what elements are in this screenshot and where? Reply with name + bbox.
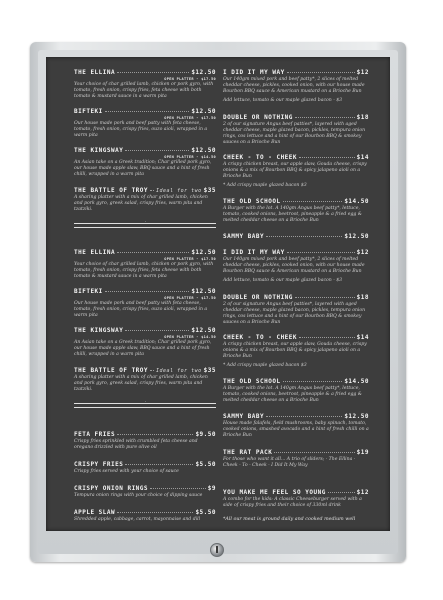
- item-name: FETA FRIES: [74, 431, 116, 438]
- menu-item: [223, 233, 369, 240]
- item-name: THE ELLINA: [74, 249, 116, 256]
- menu-item: [223, 249, 369, 284]
- menu-item: [223, 449, 369, 469]
- item-name: DOUBLE OR NOTHING: [223, 114, 293, 121]
- item-name: DOUBLE OR NOTHING: [223, 294, 293, 301]
- item-name: THE BATTLE OF TROY: [74, 367, 149, 374]
- item-price: $12.50: [344, 413, 369, 420]
- item-price: $12: [356, 69, 369, 76]
- item-description: A crispy chicken breast, our apple slaw, Gouda cheese, crispy onions & a mix of Bourbon BBQ & spicy jalapeno aioli on a Brioche Bun: [223, 162, 367, 179]
- menu-item: [74, 461, 216, 475]
- menu-item: [74, 147, 216, 178]
- item-option: OPEN PLATTER - $14.50: [164, 155, 216, 159]
- menu-item: [223, 294, 369, 326]
- item-price: $35: [203, 187, 216, 194]
- menu-item: [223, 114, 369, 146]
- menu-item: [74, 367, 216, 393]
- menu-footnote: *All our meat is ground daily and cooked medium well: [223, 517, 356, 522]
- item-description: A sharing platter with a mix of char grilled lamb, chicken and pork gyro, greek salad, crispy fries, warm pita and tzatziki.: [74, 375, 208, 392]
- item-price: $5.50: [195, 461, 216, 468]
- item-subtitle: Ideal for two: [156, 368, 202, 374]
- item-description: Tempura onion rings with your choice of dipping sauce: [74, 493, 203, 498]
- menu-item: [74, 187, 216, 213]
- item-price: $9: [207, 485, 216, 492]
- item-name: CHEEK - TO - CHEEK: [223, 154, 298, 161]
- menu-item: [223, 413, 369, 439]
- item-name: THE BATTLE OF TROY: [74, 187, 149, 194]
- item-name: THE OLD SCHOOL: [223, 378, 281, 385]
- item-name: I DID IT MY WAY: [223, 69, 285, 76]
- item-extra: Add lettuce, tomato & our maple glazed bacon - $3: [223, 278, 343, 283]
- item-name: CRISPY FRIES: [74, 461, 124, 468]
- item-description: Our 140gm mixed pork and beef patty*, 2 slices of melted cheddar cheese, pickles, cooked onion, with our house made Bourbon BBQ sauce & American mustard on a Brioche Bun: [223, 257, 365, 274]
- item-name: I DID IT MY WAY: [223, 249, 285, 256]
- item-description: Shredded apple, cabbage, carrot, mayonnaise and dill: [74, 517, 201, 522]
- item-extra: Add lettuce, tomato & our maple glazed bacon - $3: [223, 98, 343, 103]
- item-price: $12.50: [191, 327, 216, 334]
- menu-board: THE ELLINA $12.50 OPEN PLATTER - $17.50 Your choice of char grilled lamb, chicken or pork gyro, with tomato, fresh onion, crispy fries, feta cheese with both tomato & mustard sauce in a warm pita BIFTEKI $12.50 OPEN PLATTER - $17.50 Our house made pork and beef patty with feta cheese, tomato, fresh onion, crispy fries, ouzo aioli, wrapped in a warm pita THE KINGSWAY $12.50 OPEN PLATTER - $14.50 An Asian take on a Greek tradition; Char grilled pork gyro, our house made apple slaw, BBQ sauce and a hint of fresh chilli, wrapped in a warm pita THE BATTLE OF TROY Ideal for two $35 A sharing platter with a mix of char grilled lamb, chicken and pork gyro, greek salad, crispy fries, warm pita and tzatziki. · THE ELLINA $12.50 OPEN PLATTER - $17.50 Your choice of char grilled lamb, chicken or pork gyro, with tomato, fresh onion, crispy fries, feta cheese with both tomato & mustard sauce in a warm pita BIFTEKI $12.50 OPEN PLATTER - $17.50 Our house made pork and beef patty with feta cheese, tomato, fresh onion, crispy fries, ouzo aioli, wrapped in a warm pita THE KINGSWAY $12.50 OPEN PLATTER - $14.50 An Asian take on a Greek tradition; Char grilled pork gyro, our house made apple slaw, BBQ sauce and a hint of fresh chilli, wrapped in a warm pita THE BATTLE OF TROY Ideal for two $35 A sharing platter with a mix of char grilled lamb, chicken and pork gyro, greek salad, crispy fries, warm pita and tzatziki. · FETA FRIES $9.50 Crispy fries sprinkled with crumbled feta cheese and oregano drizzled with pure olive oil CRISPY FRIES $5.50 Crispy fries served with your choice of sauce CRISPY ONION RINGS $9 Tempura onion rings with your choice of dipping sauce APPLE SLAW $5.50 Shredded apple, cabbage, carrot, mayonnaise and dill I DID IT MY WAY $12 Our 140gm mixed pork and beef patty*, 2 slices of melted cheddar cheese, pickles, cooked onion, with our house made Bourbon BBQ sauce & American mustard on a Brioche Bun Add lettuce, tomato & our maple glazed bacon - $3 DOUBLE OR NOTHING $18 2 of our signature Angus beef patties*, layered with aged cheddar cheese, maple glazed bacon, pickles, tempura onion rings, cos lettuce and a hint of our Bourbon BBQ & smokey sauces on a Brioche Bun CHEEK - TO - CHEEK $14 A crispy chicken breast, our apple slaw, Gouda cheese, crispy onions & a mix of Bourbon BBQ & spicy jalapeno aioli on a Brioche Bun * Add crispy maple glazed bacon $3 THE OLD SCHOOL $14.50 A Burger with the lot. A 140gm Angus beef patty*, lettuce, tomato, cooked onions, beetroot, pineapple & a fried egg & melted cheddar cheese on a Brioche Bun SAMMY BABY $12.50 I DID IT MY WAY $12 Our 140gm mixed pork and beef patty*, 2 slices of melted cheddar cheese, pickles, cooked onion, with our house made Bourbon BBQ sauce & American mustard on a Brioche Bun Add lettuce, tomato & our maple glazed bacon - $3 DOUBLE OR NOTHING $18 2 of our signature Angus beef patties*, layered with aged cheddar cheese, maple glazed bacon, pickles, tempura onion rings, cos lettuce and a hint of our Bourbon BBQ & smokey sauces on a Brioche Bun CHEEK - TO - CHEEK $14 A crispy chicken breast, our apple slaw, Gouda cheese, crispy onions & a mix of Bourbon BBQ & spicy jalapeno aioli on a Brioche Bun * Add crispy maple glazed bacon $3 THE OLD SCHOOL $14.50 A Burger with the lot. A 140gm Angus beef patty*, lettuce, tomato, cooked onions, beetroot, pineapple & a fried egg & melted cheddar cheese on a Brioche Bun SAMMY BABY $12.50 House made falafels, field mushrooms, baby spinach, tomato, cooked onions, smashed avocado and a hint of fresh chilli on a Brioche Bun THE RAT PACK $19 For those who want it all... A trio of sliders; · The Ellina · Cheek - To - Cheek · I Did It My Way YOU MAKE ME FEEL SO YOUNG $12 A combo for the kids: A classic Cheeseburger served with a side of crispy fries and their choice of 330ml drink *All our meat is ground daily and cooked medium well: [46, 57, 390, 531]
- item-description: 2 of our signature Angus beef patties*, layered with aged cheddar cheese, maple glazed bacon, pickles, tempura onion rings, cos lettuce and a hint of our Bourbon BBQ & smokey sauces on a Brioche Bun: [223, 122, 366, 145]
- item-price: $12.50: [191, 147, 216, 154]
- menu-item: [223, 334, 369, 369]
- item-option: OPEN PLATTER - $17.50: [164, 296, 216, 300]
- item-description: 2 of our signature Angus beef patties*, layered with aged cheddar cheese, maple glazed bacon, pickles, tempura onion rings, cos lettuce and a hint of our Bourbon BBQ & smokey sauces on a Brioche Bun: [223, 302, 366, 325]
- menu-item: [74, 509, 216, 523]
- item-description: A crispy chicken breast, our apple slaw, Gouda cheese, crispy onions & a mix of Bourbon BBQ & spicy jalapeno aioli on a Brioche Bun: [223, 342, 367, 359]
- item-option: OPEN PLATTER - $14.50: [164, 335, 216, 339]
- menu-item: [74, 249, 216, 280]
- item-name: YOU MAKE ME FEEL SO YOUNG: [223, 489, 326, 496]
- item-price: $18: [356, 294, 369, 301]
- item-price: $14: [356, 154, 369, 161]
- item-price: $12.50: [191, 288, 216, 295]
- item-name: CHEEK - TO - CHEEK: [223, 334, 298, 341]
- item-name: THE ELLINA: [74, 69, 116, 76]
- menu-item: [74, 108, 216, 139]
- item-name: THE OLD SCHOOL: [223, 198, 281, 205]
- menu-item: [74, 327, 216, 358]
- item-name: THE KINGSWAY: [74, 147, 124, 154]
- item-price: $9.50: [195, 431, 216, 438]
- menu-item: [74, 485, 216, 499]
- item-description: House made falafels, field mushrooms, baby spinach, tomato, cooked onions, smashed avocado and a hint of fresh chilli on a Brioche Bun: [223, 421, 369, 438]
- item-price: $12: [356, 489, 369, 496]
- item-price: $18: [356, 114, 369, 121]
- item-name: THE KINGSWAY: [74, 327, 124, 334]
- item-name: CRISPY ONION RINGS: [74, 485, 149, 492]
- menu-item: [223, 154, 369, 189]
- menu-item: [223, 378, 369, 404]
- item-description: A Burger with the lot. A 140gm Angus beef patty*, lettuce, tomato, cooked onions, beetroot, pineapple & a fried egg & melted cheddar cheese on a Brioche Bun: [223, 206, 362, 223]
- item-price: $35: [203, 367, 216, 374]
- item-description: Our 140gm mixed pork and beef patty*, 2 slices of melted cheddar cheese, pickles, cooked onion, with our house made Bourbon BBQ sauce & American mustard on a Brioche Bun: [223, 77, 365, 94]
- item-name: THE RAT PACK: [223, 449, 273, 456]
- item-price: $12.50: [191, 108, 216, 115]
- item-price: $12.50: [344, 233, 369, 240]
- item-description: Our house made pork and beef patty with feta cheese, tomato, fresh onion, crispy fries, ouzo aioli, wrapped in a warm pita: [74, 121, 208, 138]
- lock-icon: [210, 543, 224, 557]
- menu-item: [74, 69, 216, 100]
- item-name: APPLE SLAW: [74, 509, 116, 516]
- item-price: $12: [356, 249, 369, 256]
- menu-item: [223, 489, 369, 509]
- item-subtitle: Ideal for two: [156, 188, 202, 194]
- item-description: An Asian take on a Greek tradition; Char grilled pork gyro, our house made apple slaw, BBQ sauce and a hint of fresh chilli, wrapped in a warm pita: [74, 340, 212, 357]
- item-name: BIFTEKI: [74, 108, 103, 115]
- item-price: $14: [356, 334, 369, 341]
- item-description: A combo for the kids: A classic Cheeseburger served with a side of crispy fries and their choice of 330ml drink: [223, 497, 362, 508]
- item-description: A sharing platter with a mix of char grilled lamb, chicken and pork gyro, greek salad, crispy fries, warm pita and tzatziki.: [74, 195, 208, 212]
- item-extra: * Add crispy maple glazed bacon $3: [223, 183, 307, 188]
- item-price: $5.50: [195, 509, 216, 516]
- menu-item: [74, 431, 216, 451]
- item-price: $14.50: [344, 378, 369, 385]
- menu-item: [223, 69, 369, 104]
- item-description: An Asian take on a Greek tradition; Char grilled pork gyro, our house made apple slaw, BBQ sauce and a hint of fresh chilli, wrapped in a warm pita: [74, 160, 212, 177]
- item-description: Our house made pork and beef patty with feta cheese, tomato, fresh onion, crispy fries, ouzo aioli, wrapped in a warm pita: [74, 301, 208, 318]
- item-description: Your choice of char grilled lamb, chicken or pork gyro, with tomato, fresh onion, crispy fries, feta cheese with both tomato & mustard sauce in a warm pita: [74, 82, 214, 99]
- menu-item: [223, 198, 369, 224]
- item-option: OPEN PLATTER - $17.50: [164, 257, 216, 261]
- item-description: A Burger with the lot. A 140gm Angus beef patty*, lettuce, tomato, cooked onions, beetroot, pineapple & a fried egg & melted cheddar cheese on a Brioche Bun: [223, 386, 362, 403]
- item-name: SAMMY BABY: [223, 233, 265, 240]
- item-description: For those who want it all... A trio of sliders; · The Ellina · Cheek - To - Cheek · I Did It My Way: [223, 457, 356, 468]
- item-extra: * Add crispy maple glazed bacon $3: [223, 363, 307, 368]
- item-option: OPEN PLATTER - $17.50: [164, 116, 216, 120]
- item-price: $14.50: [344, 198, 369, 205]
- item-description: Your choice of char grilled lamb, chicken or pork gyro, with tomato, fresh onion, crispy fries, feta cheese with both tomato & mustard sauce in a warm pita: [74, 262, 214, 279]
- item-price: $12.50: [191, 69, 216, 76]
- item-name: SAMMY BABY: [223, 413, 265, 420]
- item-price: $19: [356, 449, 369, 456]
- menu-item: [74, 288, 216, 319]
- item-description: Crispy fries served with your choice of sauce: [74, 469, 179, 474]
- item-option: OPEN PLATTER - $17.50: [164, 77, 216, 81]
- item-description: Crispy fries sprinkled with crumbled feta cheese and oregano drizzled with pure olive oil: [74, 439, 198, 450]
- item-name: BIFTEKI: [74, 288, 103, 295]
- item-price: $12.50: [191, 249, 216, 256]
